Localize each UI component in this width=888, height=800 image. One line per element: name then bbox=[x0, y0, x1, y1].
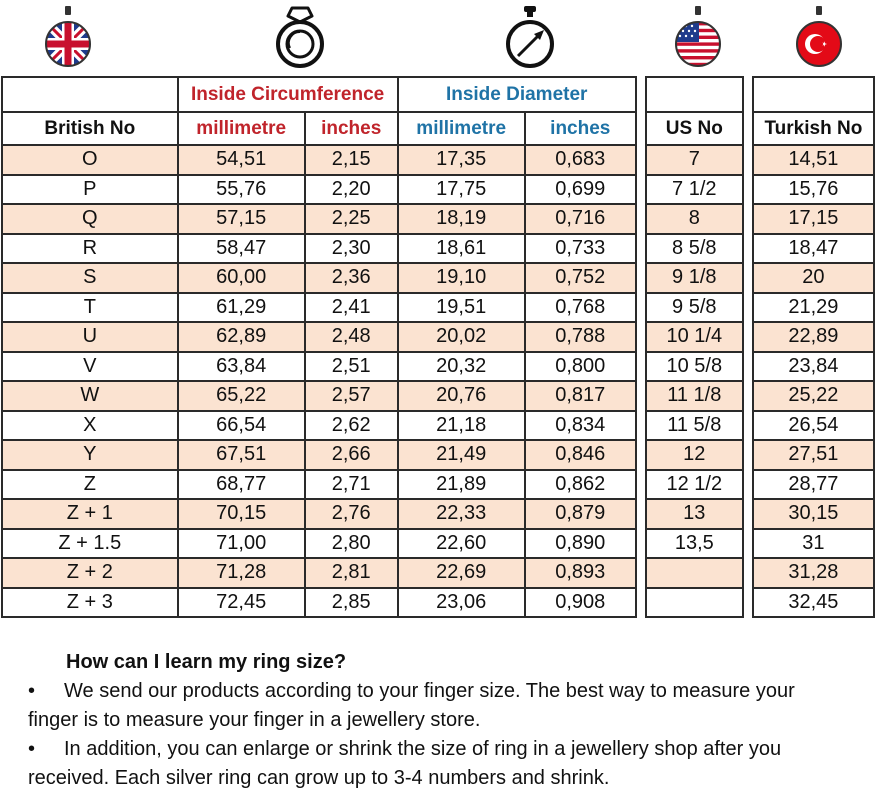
british-no-cell: Q bbox=[2, 204, 178, 234]
diameter-gauge-icon bbox=[500, 4, 560, 70]
circumference-mm-cell: 60,00 bbox=[178, 263, 305, 293]
circumference-inches-cell: 2,57 bbox=[305, 381, 398, 411]
us-no-cell: 11 1/8 bbox=[646, 381, 743, 411]
circumference-inches-cell: 2,66 bbox=[305, 440, 398, 470]
circumference-mm-cell: 61,29 bbox=[178, 293, 305, 323]
info-bullet-2-text: In addition, you can enlarge or shrink the size of ring in a jewellery shop after you bbox=[64, 738, 782, 760]
header-row-groups bbox=[2, 77, 874, 112]
us-no-cell: 9 1/8 bbox=[646, 263, 743, 293]
diameter-inches-header: inches bbox=[525, 112, 636, 145]
us-no-cell: 12 1/2 bbox=[646, 470, 743, 500]
circumference-inches-cell: 2,48 bbox=[305, 322, 398, 352]
diameter-mm-cell: 23,06 bbox=[398, 588, 525, 618]
british-no-cell: T bbox=[2, 293, 178, 323]
british-no-cell: V bbox=[2, 352, 178, 382]
turkish-no-cell: 15,76 bbox=[753, 175, 874, 205]
circumference-inches-cell: 2,15 bbox=[305, 145, 398, 175]
diameter-inches-cell: 0,752 bbox=[525, 263, 636, 293]
diameter-inches-cell: 0,908 bbox=[525, 588, 636, 618]
circumference-mm-cell: 62,89 bbox=[178, 322, 305, 352]
table-row bbox=[2, 293, 874, 323]
table-row bbox=[2, 588, 874, 618]
turkish-no-cell: 27,51 bbox=[753, 440, 874, 470]
turkish-no-cell: 30,15 bbox=[753, 499, 874, 529]
uk-flag-icon bbox=[38, 4, 98, 70]
diameter-mm-cell: 19,51 bbox=[398, 293, 525, 323]
diameter-mm-cell: 17,35 bbox=[398, 145, 525, 175]
circumference-mm-header: millimetre bbox=[178, 112, 305, 145]
diameter-mm-cell: 17,75 bbox=[398, 175, 525, 205]
us-no-cell: 13,5 bbox=[646, 529, 743, 559]
turkish-no-cell: 25,22 bbox=[753, 381, 874, 411]
diameter-mm-cell: 22,60 bbox=[398, 529, 525, 559]
circumference-inches-cell: 2,85 bbox=[305, 588, 398, 618]
table-row bbox=[2, 322, 874, 352]
icon-row bbox=[0, 0, 888, 76]
header-row-columns bbox=[2, 112, 874, 145]
table-row bbox=[2, 352, 874, 382]
circumference-mm-cell: 58,47 bbox=[178, 234, 305, 264]
diameter-inches-cell: 0,817 bbox=[525, 381, 636, 411]
info-section bbox=[28, 648, 878, 793]
circumference-mm-cell: 67,51 bbox=[178, 440, 305, 470]
diameter-mm-cell: 20,02 bbox=[398, 322, 525, 352]
table-row bbox=[2, 558, 874, 588]
circumference-inches-cell: 2,76 bbox=[305, 499, 398, 529]
table-row bbox=[2, 499, 874, 529]
diameter-mm-cell: 18,19 bbox=[398, 204, 525, 234]
diameter-mm-header: millimetre bbox=[398, 112, 525, 145]
diameter-inches-cell: 0,893 bbox=[525, 558, 636, 588]
diameter-inches-cell: 0,862 bbox=[525, 470, 636, 500]
turkish-no-cell: 18,47 bbox=[753, 234, 874, 264]
diameter-mm-cell: 21,89 bbox=[398, 470, 525, 500]
diameter-inches-cell: 0,699 bbox=[525, 175, 636, 205]
diameter-mm-cell: 21,49 bbox=[398, 440, 525, 470]
circumference-mm-cell: 72,45 bbox=[178, 588, 305, 618]
circumference-mm-cell: 54,51 bbox=[178, 145, 305, 175]
diameter-mm-cell: 22,69 bbox=[398, 558, 525, 588]
diameter-inches-cell: 0,879 bbox=[525, 499, 636, 529]
turkish-no-cell: 21,29 bbox=[753, 293, 874, 323]
british-no-cell: S bbox=[2, 263, 178, 293]
table-row bbox=[2, 440, 874, 470]
diameter-group-header: Inside Diameter bbox=[398, 77, 636, 112]
british-no-cell: W bbox=[2, 381, 178, 411]
circumference-mm-cell: 71,00 bbox=[178, 529, 305, 559]
circumference-mm-cell: 71,28 bbox=[178, 558, 305, 588]
circumference-group-header: Inside Circumference bbox=[178, 77, 398, 112]
us-no-cell: 10 1/4 bbox=[646, 322, 743, 352]
table-row bbox=[2, 470, 874, 500]
table-row bbox=[2, 381, 874, 411]
circumference-inches-cell: 2,25 bbox=[305, 204, 398, 234]
circumference-mm-cell: 66,54 bbox=[178, 411, 305, 441]
ring-size-table bbox=[1, 76, 875, 618]
size-rows bbox=[2, 145, 874, 617]
diameter-mm-cell: 19,10 bbox=[398, 263, 525, 293]
british-no-cell: P bbox=[2, 175, 178, 205]
turkish-no-cell: 32,45 bbox=[753, 588, 874, 618]
circumference-inches-cell: 2,71 bbox=[305, 470, 398, 500]
circumference-inches-cell: 2,51 bbox=[305, 352, 398, 382]
us-no-cell: 10 5/8 bbox=[646, 352, 743, 382]
table-row bbox=[2, 175, 874, 205]
us-no-cell: 7 1/2 bbox=[646, 175, 743, 205]
circumference-inches-header: inches bbox=[305, 112, 398, 145]
circumference-inches-cell: 2,81 bbox=[305, 558, 398, 588]
turkish-no-cell: 22,89 bbox=[753, 322, 874, 352]
info-bullet-2-continuation: received. Each silver ring can grow up to 3-4 numbers and shrink. bbox=[28, 767, 610, 789]
diameter-mm-cell: 18,61 bbox=[398, 234, 525, 264]
circumference-inches-cell: 2,36 bbox=[305, 263, 398, 293]
info-bullet-2 bbox=[28, 735, 878, 764]
diameter-inches-cell: 0,846 bbox=[525, 440, 636, 470]
diameter-mm-cell: 21,18 bbox=[398, 411, 525, 441]
us-no-cell: 13 bbox=[646, 499, 743, 529]
us-flag-icon bbox=[668, 4, 728, 70]
us-no-cell bbox=[646, 558, 743, 588]
diameter-inches-cell: 0,788 bbox=[525, 322, 636, 352]
us-no-cell: 11 5/8 bbox=[646, 411, 743, 441]
info-bullet-1 bbox=[28, 677, 878, 706]
turkish-no-cell: 26,54 bbox=[753, 411, 874, 441]
circumference-mm-cell: 68,77 bbox=[178, 470, 305, 500]
us-no-cell: 12 bbox=[646, 440, 743, 470]
circumference-mm-cell: 65,22 bbox=[178, 381, 305, 411]
british-no-cell: Z + 2 bbox=[2, 558, 178, 588]
turkish-no-cell: 23,84 bbox=[753, 352, 874, 382]
circumference-inches-cell: 2,41 bbox=[305, 293, 398, 323]
british-no-cell: R bbox=[2, 234, 178, 264]
turkish-no-header: Turkish No bbox=[753, 112, 874, 145]
us-no-header: US No bbox=[646, 112, 743, 145]
turkish-no-cell: 14,51 bbox=[753, 145, 874, 175]
diameter-mm-cell: 20,76 bbox=[398, 381, 525, 411]
diameter-mm-cell: 20,32 bbox=[398, 352, 525, 382]
us-no-cell: 8 bbox=[646, 204, 743, 234]
british-no-cell: Z + 1.5 bbox=[2, 529, 178, 559]
turkish-no-cell: 17,15 bbox=[753, 204, 874, 234]
diameter-mm-cell: 22,33 bbox=[398, 499, 525, 529]
turkey-flag-icon bbox=[789, 4, 849, 70]
turkish-no-cell: 31,28 bbox=[753, 558, 874, 588]
circumference-mm-cell: 63,84 bbox=[178, 352, 305, 382]
us-no-cell: 9 5/8 bbox=[646, 293, 743, 323]
circumference-inches-cell: 2,80 bbox=[305, 529, 398, 559]
british-no-cell: Z + 3 bbox=[2, 588, 178, 618]
us-no-cell bbox=[646, 588, 743, 618]
ring-icon bbox=[270, 4, 330, 70]
british-no-cell: U bbox=[2, 322, 178, 352]
empty-header-cell bbox=[753, 77, 874, 112]
info-bullet-1-text: We send our products according to your finger size. The best way to measure your bbox=[64, 680, 795, 702]
table-row bbox=[2, 204, 874, 234]
info-question: How can I learn my ring size? bbox=[66, 651, 347, 673]
british-no-cell: Z + 1 bbox=[2, 499, 178, 529]
british-no-cell: Y bbox=[2, 440, 178, 470]
empty-header-cell bbox=[2, 77, 178, 112]
british-no-cell: X bbox=[2, 411, 178, 441]
british-no-cell: Z bbox=[2, 470, 178, 500]
circumference-mm-cell: 55,76 bbox=[178, 175, 305, 205]
circumference-inches-cell: 2,62 bbox=[305, 411, 398, 441]
info-bullet-1-continuation: finger is to measure your finger in a jewellery store. bbox=[28, 709, 481, 731]
british-no-cell: O bbox=[2, 145, 178, 175]
circumference-inches-cell: 2,30 bbox=[305, 234, 398, 264]
diameter-inches-cell: 0,800 bbox=[525, 352, 636, 382]
table-row bbox=[2, 529, 874, 559]
diameter-inches-cell: 0,683 bbox=[525, 145, 636, 175]
circumference-inches-cell: 2,20 bbox=[305, 175, 398, 205]
turkish-no-cell: 28,77 bbox=[753, 470, 874, 500]
us-no-cell: 7 bbox=[646, 145, 743, 175]
table-row bbox=[2, 263, 874, 293]
us-no-cell: 8 5/8 bbox=[646, 234, 743, 264]
diameter-inches-cell: 0,768 bbox=[525, 293, 636, 323]
diameter-inches-cell: 0,716 bbox=[525, 204, 636, 234]
diameter-inches-cell: 0,834 bbox=[525, 411, 636, 441]
table-row bbox=[2, 411, 874, 441]
bullet-dot: • bbox=[28, 680, 36, 702]
diameter-inches-cell: 0,733 bbox=[525, 234, 636, 264]
circumference-mm-cell: 70,15 bbox=[178, 499, 305, 529]
diameter-inches-cell: 0,890 bbox=[525, 529, 636, 559]
turkish-no-cell: 20 bbox=[753, 263, 874, 293]
british-no-header: British No bbox=[2, 112, 178, 145]
bullet-dot: • bbox=[28, 738, 36, 760]
turkish-no-cell: 31 bbox=[753, 529, 874, 559]
table-row bbox=[2, 234, 874, 264]
empty-header-cell bbox=[646, 77, 743, 112]
table-row bbox=[2, 145, 874, 175]
circumference-mm-cell: 57,15 bbox=[178, 204, 305, 234]
